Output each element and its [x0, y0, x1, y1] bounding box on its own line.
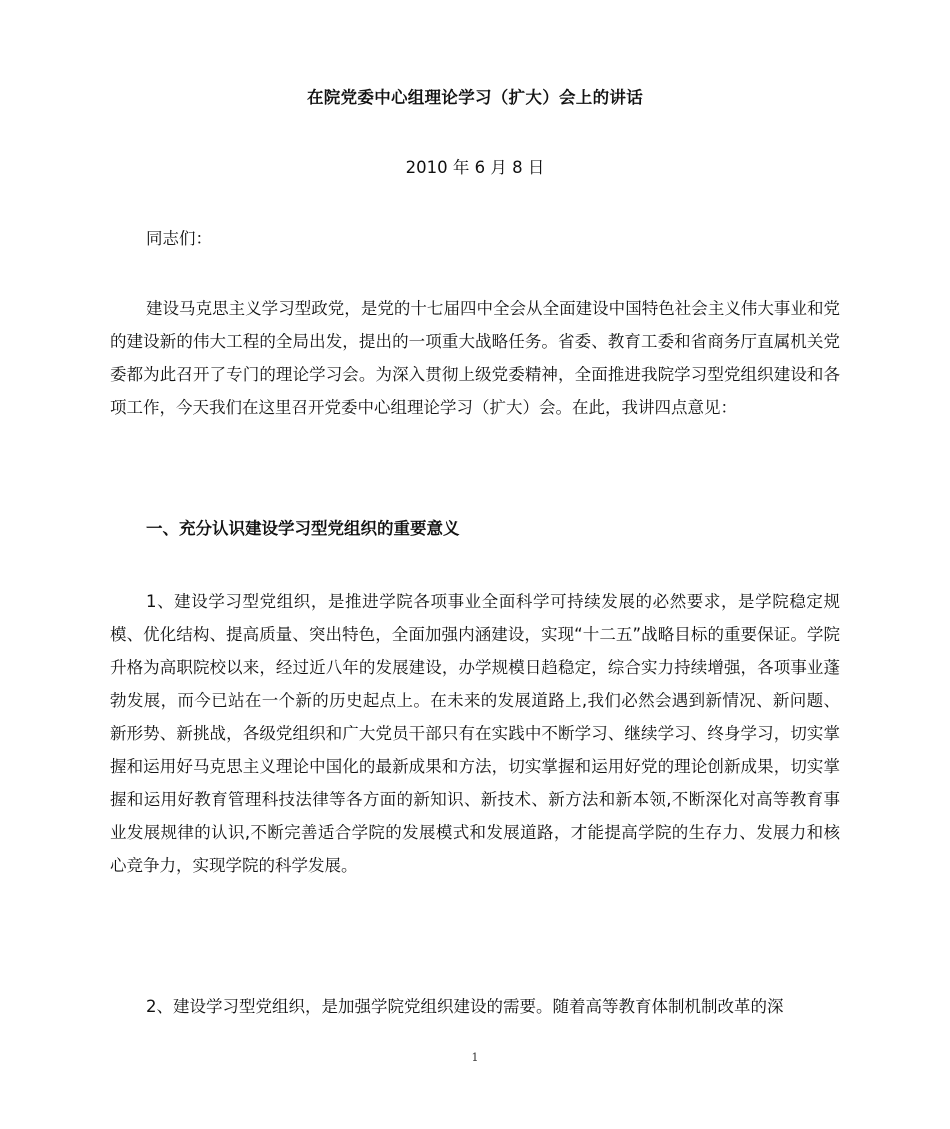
document-date: 2010 年 6 月 8 日	[405, 158, 545, 177]
paragraph-1: 1、建设学习型党组织，是推进学院各项事业全面科学可持续发展的必然要求，是学院稳定规模、优化结构、提高质量、突出特色，全面加强内涵建设，实现“十二五”战略目标的重要保证。学院升格为高职院校以来，经过近八年的发展建设，办学规模日趋稳定，综合实力持续增强，各项事业蓬勃发展，而今已站在一个新的历史起点上。在未来的发展道路上,我们必然会遇到新情况、新问题、新形势、新挑战，各级党组织和广大党员干部只有在实践中不断学习、继续学习、终身学习，切实掌握和运用好马克思主义理论中国化的最新成果和方法，切实掌握和运用好党的理论创新成果，切实掌握和运用好教育管理科技法律等各方面的新知识、新技术、新方法和新本领,不断深化对高等教育事业发展规律的认识,不断完善适合学院的发展模式和发展道路，才能提高学院的生存力、发展力和核心竞争力，实现学院的科学发展。	[110, 592, 840, 875]
salutation: 同志们：	[146, 229, 212, 248]
document-title: 在院党委中心组理论学习（扩大）会上的讲话	[307, 88, 643, 107]
paragraph-2: 2、建设学习型党组织，是加强学院党组织建设的需要。随着高等教育体制机制改革的深	[146, 997, 784, 1016]
section-heading: 一、充分认识建设学习型党组织的重要意义	[146, 519, 460, 538]
intro-paragraph: 建设马克思主义学习型政党，是党的十七届四中全会从全面建设中国特色社会主义伟大事业和党的建设新的伟大工程的全局出发，提出的一项重大战略任务。省委、教育工委和省商务厅直属机关党委都为此召开了专门的理论学习会。为深入贯彻上级党委精神，全面推进我院学习型党组织建设和各项工作，今天我们在这里召开党委中心组理论学习（扩大）会。在此，我讲四点意见：	[110, 299, 840, 417]
page-number: 1	[471, 1051, 479, 1064]
